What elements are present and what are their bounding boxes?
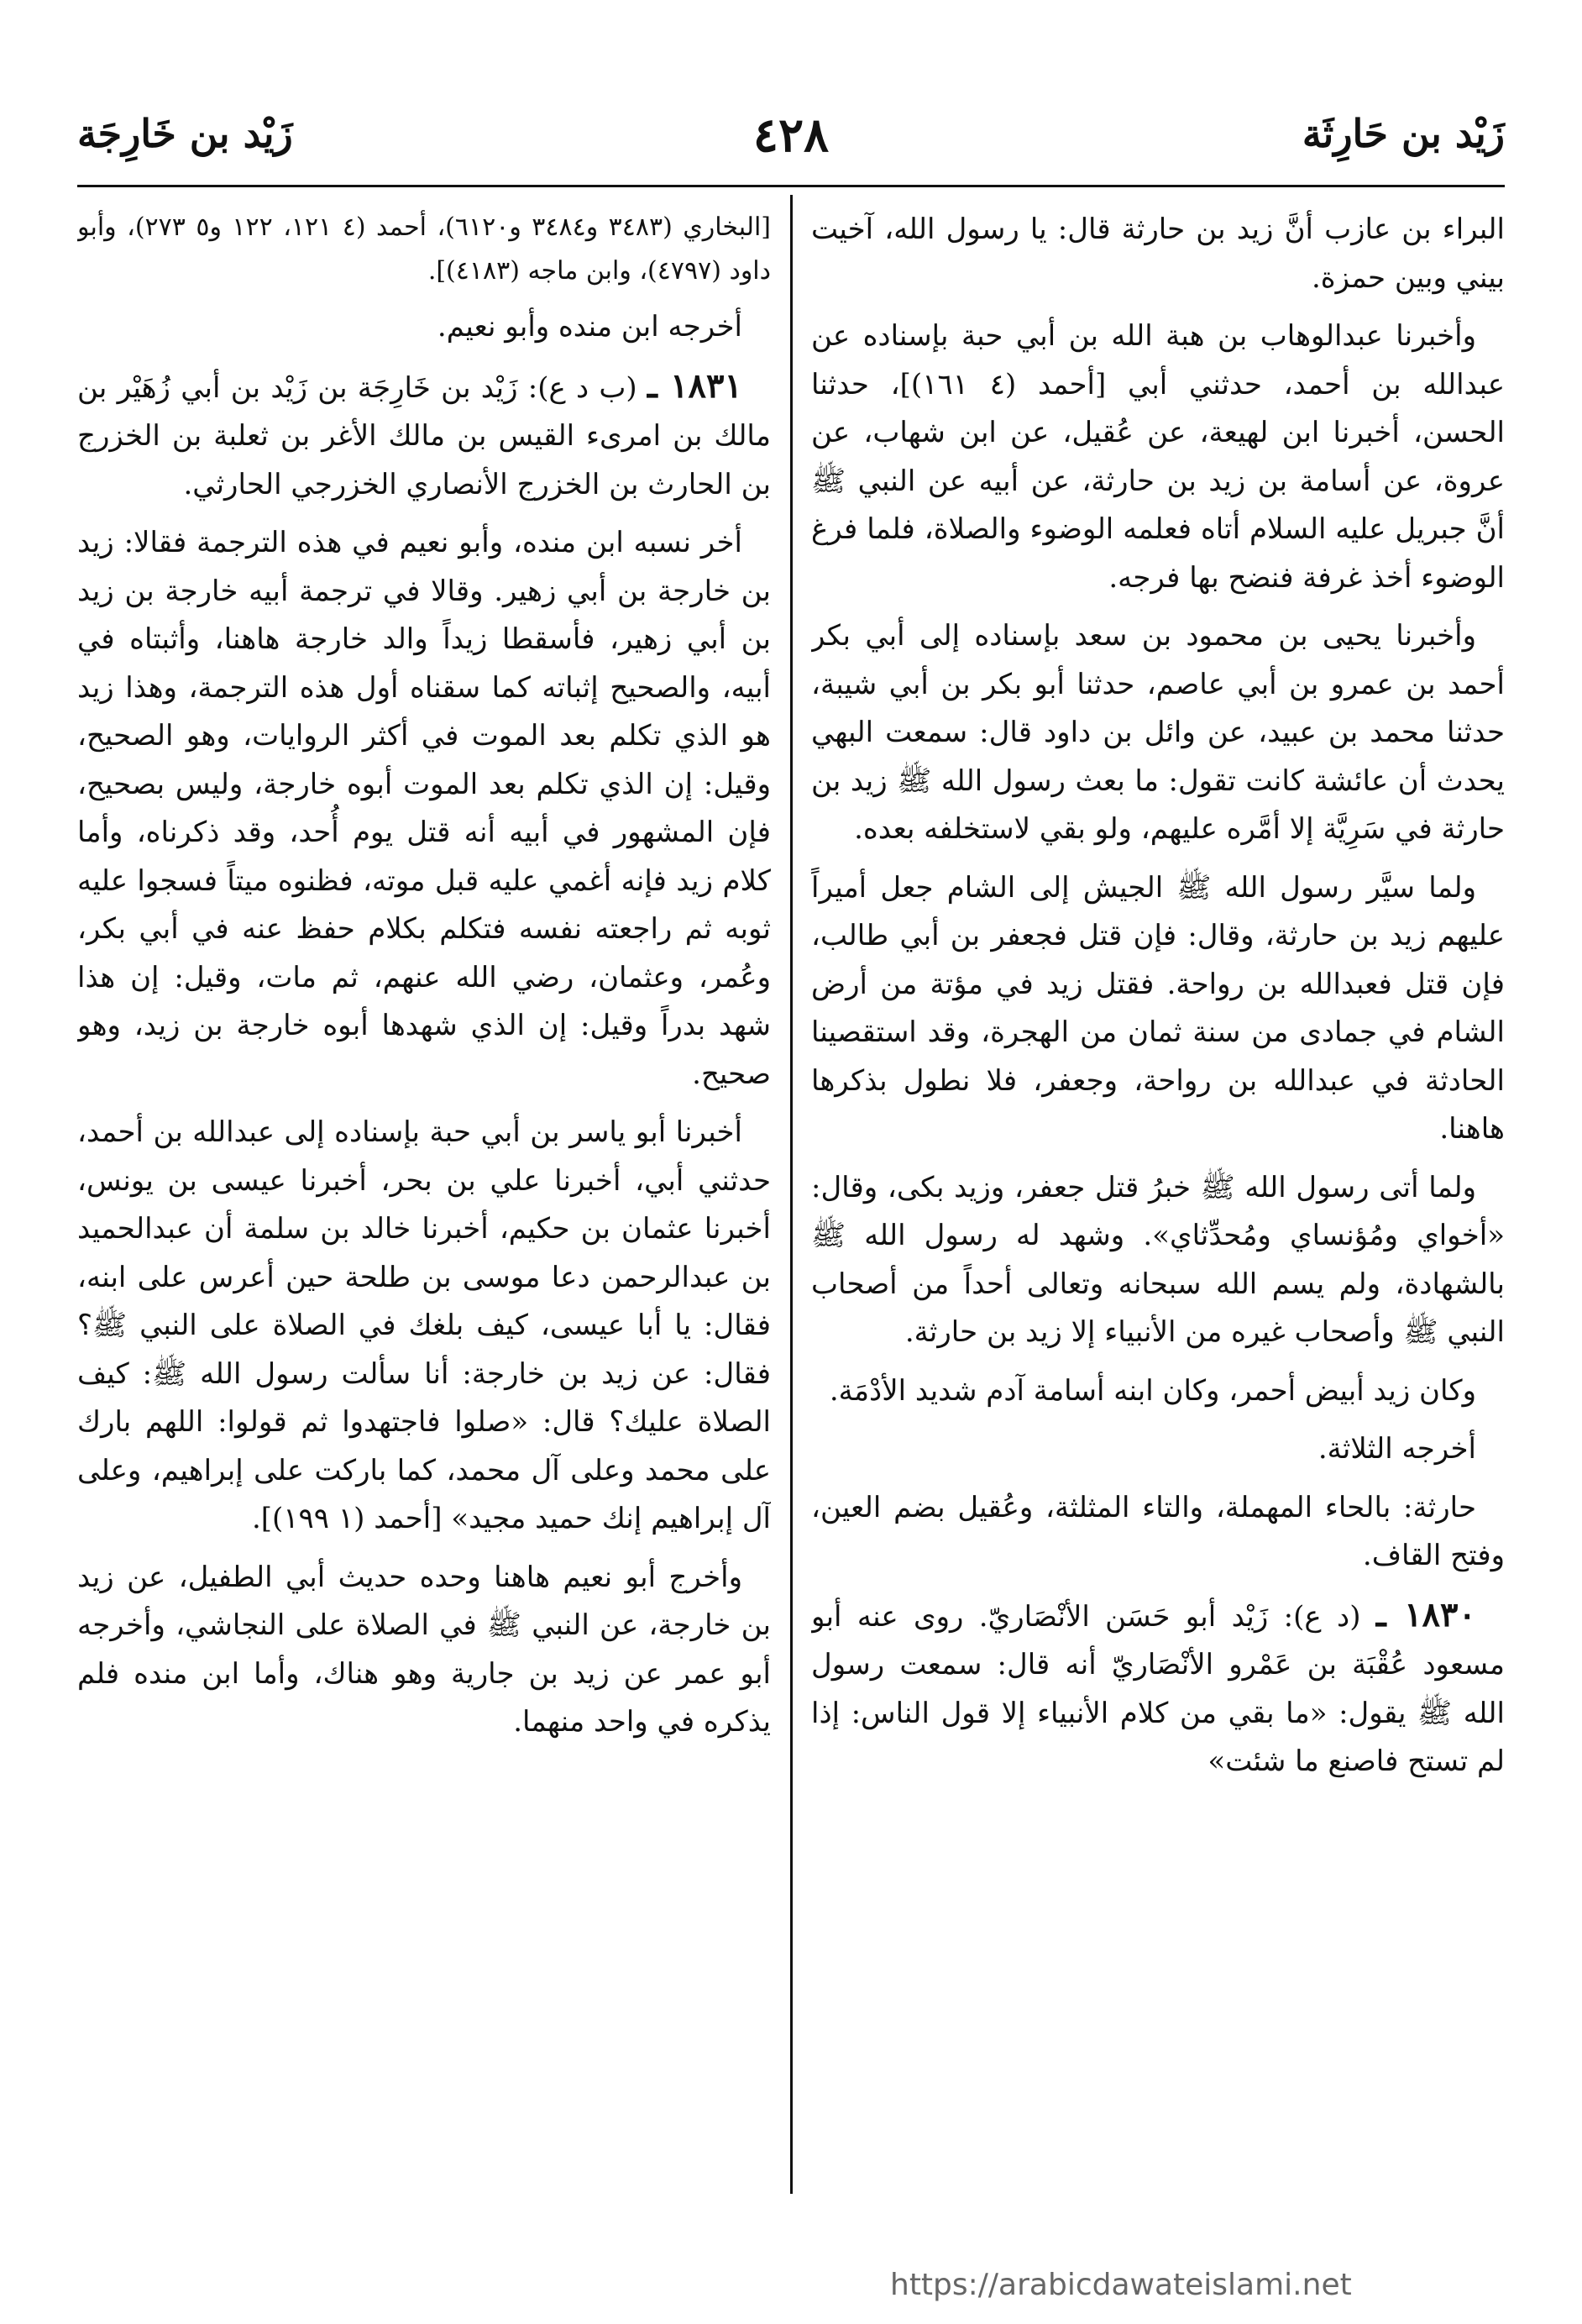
paragraph: ولما سيَّر رسول الله ﷺ الجيش إلى الشام جعل أميراً عليهم زيد بن حارثة، وقال: فإن قتل فجعفر بن أبي طالب، فإن قتل فعبدالله بن رواحة. فقتل زيد في مؤتة من أرض الشام في جمادى من سنة ثمان من الهجرة، وقد استقصينا الحادثة في عبدالله بن رواحة، وجعفر، فلا نطول بذكرها هاهنا. [811, 870, 1505, 1146]
paragraph: ولما أتى رسول الله ﷺ خبرُ قتل جعفر، وزيد بكى، وقال: «أخواي ومُؤنساي ومُحدِّثاي». وشهد له رسول الله ﷺ بالشهادة، ولم يسم الله سبحانه وتعالى أحداً من أصحاب النبي ﷺ وأصحاب غيره من الأنبياء إلا زيد بن حارثة. [811, 1170, 1505, 1349]
right-column [811, 206, 1505, 2201]
paragraph: وأخرج أبو نعيم هاهنا وحده حديث أبي الطفيل، عن زيد بن خارجة، عن النبي ﷺ في الصلاة على النجاشي، وأخرجه أبو عمر عن زيد بن جارية وهو هناك، وأما ابن منده فلم يذكره في واحد منهما. [77, 1560, 771, 1739]
running-title-left: زَيْد بن خَارِجَة [77, 111, 293, 156]
header-rule [77, 185, 1505, 187]
entry-1831 [77, 362, 771, 510]
entry-text: (ب د ع): زَيْد بن خَارِجَة بن زَيْد بن أبي زُهَيْر بن مالك بن امرىء القيس بن مالك الأغر بن ثعلبة بن الخزرج بن الحارث بن الخزرج الأنصاري الخزرجي الحارثي. [77, 370, 771, 501]
entry-text: (د ع): زَيْد أبو حَسَن الأنْصَاريّ. روى عنه أبو مسعود عُقْبَة بن عَمْرو الأنْصَاريّ أنه قال: سمعت رسول الله ﷺ يقول: «ما بقي من كلام الأنبياء إلا قول الناس: إذا لم تستح فاصنع ما شئت» [811, 1599, 1505, 1778]
running-title-right: زَيْد بن حَارِثَة [1302, 111, 1505, 156]
paragraph: حارثة: بالحاء المهملة، والتاء المثلثة، وعُقيل بضم العين، وفتح القاف. [811, 1490, 1505, 1572]
paragraph: البراء بن عازب أنَّ زيد بن حارثة قال: يا رسول الله، آخيت بيني وبين حمزة. [811, 212, 1505, 295]
entry-number: ١٨٣٠ ـ [1375, 1594, 1476, 1634]
paragraph: أخرجه ابن منده وأبو نعيم. [437, 310, 742, 344]
page-header [77, 101, 1505, 193]
paragraph: أخر نسبه ابن منده، وأبو نعيم في هذه الترجمة فقالا: زيد بن خارجة بن أبي زهير. وقالا في ترجمة أبيه خارجة بن زيد بن أبي زهير، فأسقطا زيداً والد خارجة هاهنا، وأثبتاه في أبيه، والصحيح إثباته كما سقناه أول هذه الترجمة، وهذا زيد هو الذي تكلم بعد الموت في أكثر الروايات، وهو الصحيح، وقيل: إن الذي تكلم بعد الموت أبوه خارجة، وليس بصحيح، فإن المشهور في أبيه أنه قتل يوم أُحد، وقد ذكرناه، وأما كلام زيد فإنه أغمي عليه قبل موته، فظنوه ميتاً فسجوا عليه ثوبه ثم راجعته نفسه فتكلم بكلام حفظ عنه في أبي بكر، وعُمر، وعثمان، رضي الله عنهم، ثم مات، وقيل: إن هذا شهد بدراً وقيل: إن الذي شهدها أبوه خارجة بن زيد، وهو صحيح. [77, 526, 771, 1091]
entry-number: ١٨٣١ ـ [647, 365, 742, 406]
left-column [77, 206, 771, 2201]
paragraph: أخرجه الثلاثة. [1317, 1432, 1476, 1466]
page-number: ٤٢٨ [752, 108, 830, 163]
paragraph: أخبرنا أبو ياسر بن أبي حبة بإسناده إلى عبدالله بن أحمد، حدثني أبي، أخبرنا علي بن بحر، أخبرنا عيسى بن يونس، أخبرنا عثمان بن حكيم، أخبرنا خالد بن سلمة أن عبدالحميد بن عبدالرحمن دعا موسى بن طلحة حين أعرس على ابنه، فقال: يا أبا عيسى، كيف بلغك في الصلاة على النبي ﷺ؟ فقال: عن زيد بن خارجة: أنا سألت رسول الله ﷺ: كيف الصلاة عليك؟ قال: «صلوا فاجتهدوا ثم قولوا: اللهم بارك على محمد وعلى آل محمد، كما باركت على إبراهيم، وعلى آل إبراهيم إنك حميد مجيد» [أحمد (١ ١٩٩)]. [77, 1115, 771, 1535]
column-divider [790, 195, 793, 2194]
watermark-url: https://arabicdawateislami.net [890, 2268, 1352, 2302]
paragraph: وكان زيد أبيض أحمر، وكان ابنه أسامة آدم شديد الأدْمَة. [829, 1373, 1476, 1408]
paragraph: وأخبرنا يحيى بن محمود بن سعد بإسناده إلى أبي بكر أحمد بن عمرو بن أبي عاصم، حدثنا أبو بكر بن أبي شيبة، حدثنا محمد بن عبيد، عن وائل بن داود قال: سمعت البهي يحدث أن عائشة كانت تقول: ما بعث رسول الله ﷺ زيد بن حارثة في سَرِيَّة إلا أمَّره عليهم، ولو بقي لاستخلفه بعده. [811, 619, 1505, 846]
paragraph: وأخبرنا عبدالوهاب بن هبة الله بن أبي حبة بإسناده عن عبدالله بن أحمد، حدثني أبي [أحمد (٤ ١٦١)]، حدثنا الحسن، أخبرنا ابن لهيعة، عن عُقيل، عن ابن شهاب، عن عروة، عن أسامة بن زيد بن حارثة، عن أبيه عن النبي ﷺ أنَّ جبريل عليه السلام أتاه فعلمه الوضوء والصلاة، فلما فرغ الوضوء أخذ غرفة فنضح بها فرجه. [811, 319, 1505, 595]
citation: [البخاري (٣٤٨٣ و٣٤٨٤ و٦١٢٠)، أحمد (٤ ١٢١، ١٢٢ و٥ ٢٧٣)، وأبو داود (٤٧٩٧)، وابن ماجه (٤١٨٣)]. [77, 212, 771, 286]
entry-1830 [811, 1591, 1505, 1786]
